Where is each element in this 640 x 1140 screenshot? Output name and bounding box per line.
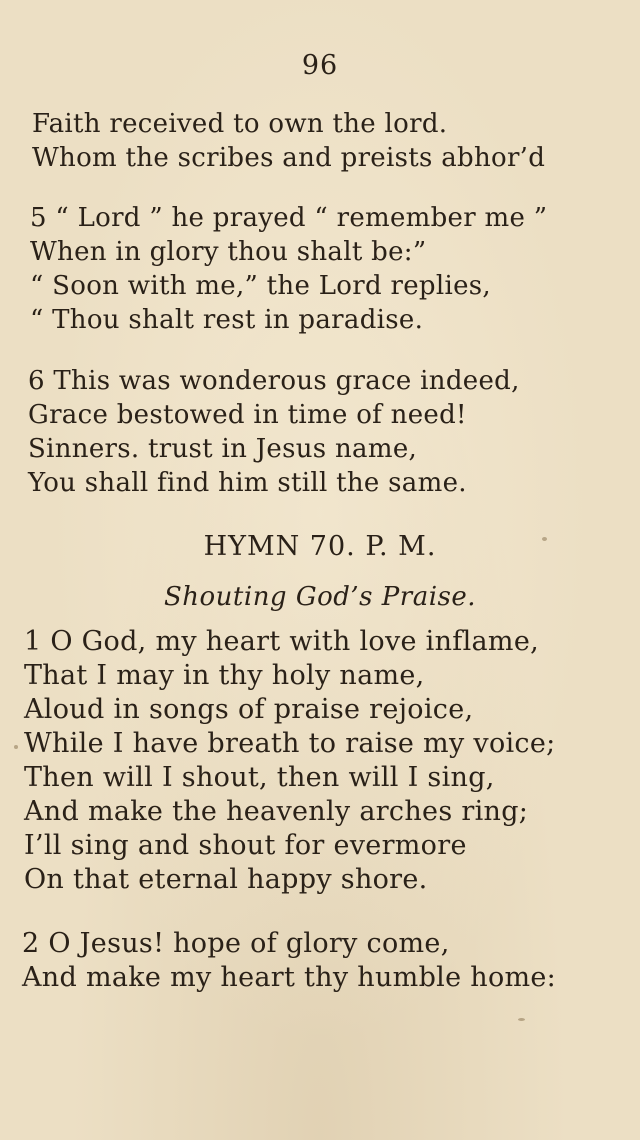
verse-line: On that eternal happy shore. <box>24 864 428 895</box>
verse-line: Sinners. trust in Jesus name, <box>28 434 418 464</box>
verse-line: 5 “ Lord ” he prayed “ remember me ” <box>30 203 548 233</box>
hymn-stanza-1 <box>24 625 620 897</box>
verse-line: Grace bestowed in time of need! <box>28 400 467 430</box>
verse-line: Aloud in songs of praise rejoice, <box>24 694 474 725</box>
verse-line: 2 O Jesus! hope of glory come, <box>22 928 450 959</box>
hymn-heading: HYMN 70. P. M. <box>203 531 437 562</box>
paper-speck <box>542 537 547 541</box>
paper-speck <box>518 1018 525 1021</box>
verse-line: And make the heavenly arches ring; <box>24 796 529 827</box>
verse-line: “ Soon with me,” the Lord replies, <box>30 271 491 301</box>
verse-line: That I may in thy holy name, <box>24 660 425 691</box>
stanza-6 <box>28 364 620 500</box>
verse-line: Then will I shout, then will I sing, <box>24 762 495 793</box>
verse-line: When in glory thou shalt be:” <box>30 237 427 267</box>
verse-line: “ Thou shalt rest in paradise. <box>30 305 424 335</box>
verse-line: You shall find him still the same. <box>28 468 467 498</box>
hymn-title: Shouting God’s Praise. <box>163 582 477 612</box>
verse-line: I’ll sing and shout for evermore <box>24 830 467 861</box>
verse-line: 6 This was wonderous grace indeed, <box>28 366 520 396</box>
stanza-continuation <box>32 107 620 175</box>
verse-line: Whom the scribes and preists abhor’d <box>32 143 546 173</box>
verse-line: 1 O God, my heart with love inflame, <box>24 626 539 657</box>
verse-line: While I have breath to raise my voice; <box>24 728 556 759</box>
page-number: 96 <box>301 50 339 81</box>
verse-line: Faith received to own the lord. <box>32 109 448 139</box>
stanza-5 <box>30 201 620 337</box>
verse-line: And make my heart thy humble home: <box>22 962 557 993</box>
paper-speck <box>14 745 18 749</box>
hymn-stanza-2 <box>22 927 620 995</box>
